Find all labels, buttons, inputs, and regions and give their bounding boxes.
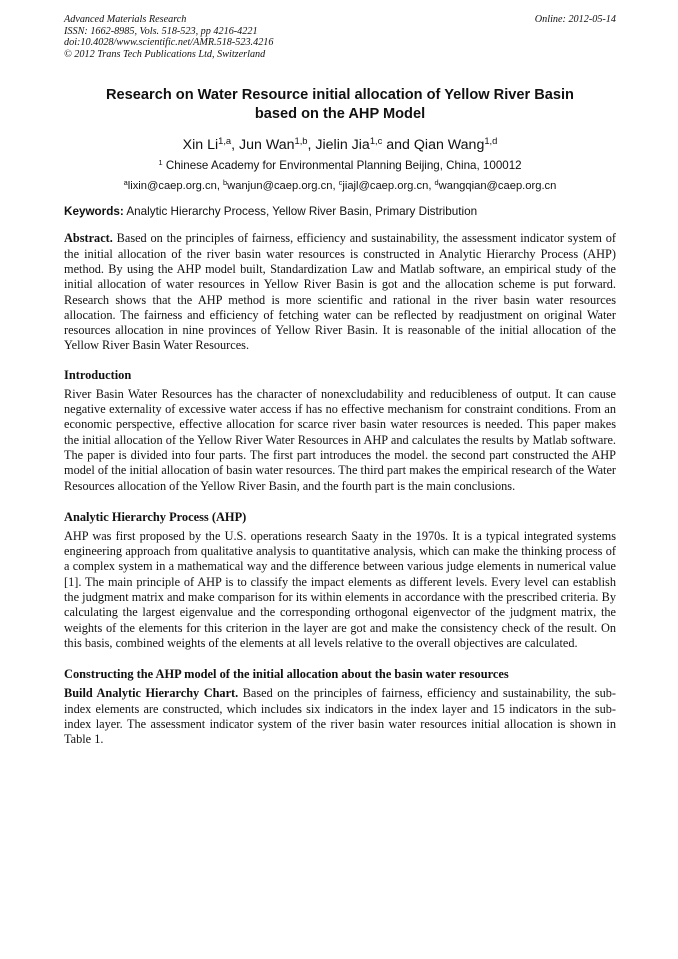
keywords-label: Keywords:	[64, 205, 124, 219]
build-text: Based on the principles of fairness, efficiency and sustainability, the sub-index elements are constructed, which includes six indicators in the index layer and 15 indicators in the sub-index layer. The assessment indicator system of the river basin water resources initial allocation is shown in Table 1.	[64, 686, 616, 747]
author-name: Jun Wan	[239, 137, 295, 154]
abstract-label: Abstract.	[64, 231, 113, 246]
email-link[interactable]: wanjun@caep.org.cn	[227, 180, 333, 193]
email-superscript: a	[123, 178, 128, 188]
email-link[interactable]: jiajl@caep.org.cn	[342, 180, 429, 193]
email-superscript: b	[223, 178, 228, 188]
email-link[interactable]: lixin@caep.org.cn	[127, 180, 217, 193]
keywords	[64, 204, 616, 219]
title-line-1: Research on Water Resource initial allocation of Yellow River Basin	[106, 87, 574, 104]
paper-title	[64, 86, 616, 124]
email-superscript: d	[434, 178, 439, 188]
email-separator: ,	[332, 180, 339, 193]
author-separator: and	[382, 137, 414, 154]
author-name: Xin Li	[182, 137, 219, 154]
author-list	[64, 136, 616, 154]
section-heading-construct: Constructing the AHP model of the initial allocation about the basin water resources	[64, 667, 509, 682]
ahp-paragraph	[64, 529, 616, 651]
author-superscript: 1,c	[369, 136, 383, 147]
email-separator: ,	[428, 180, 435, 193]
title-line-2: based on the AHP Model	[254, 106, 426, 123]
affiliation-superscript: 1	[158, 158, 163, 168]
issn-line: ISSN: 1662-8985, Vols. 518-523, pp 4216-4221	[64, 25, 258, 37]
copyright-line: © 2012 Trans Tech Publications Ltd, Switzerland	[64, 48, 266, 60]
author-separator: ,	[307, 137, 316, 154]
email-superscript: c	[338, 178, 343, 188]
email-list	[64, 179, 616, 194]
abstract-text: Based on the principles of fairness, efficiency and sustainability, the assessment indicator system of the initial allocation of the river basin water resources is constructed in Analytic Hierarchy Process (AHP) method. By using the AHP model built, Standardization Law and Matlab software, an empirical study of the initial allocation of water resources in Yellow River Basin is got and the allocation scheme is put forward. Research shows that the AHP method is more scientific and rational in the river basin water resources allocation. The fairness and efficiency of fetching water can be reflected by readjustment on original Water resources allocation in nine provinces of Yellow River Basin. It is reasonable of the initial allocation of the Yellow River Basin Water Resources.	[64, 231, 616, 353]
email-link[interactable]: wangqian@caep.org.cn	[438, 180, 557, 193]
introduction-text: River Basin Water Resources has the character of nonexcludability and reducibleness of output. It can cause negative externality of excessive water access if has no effective mechanism for constraint conditions. From an economic perspective, effective allocation for scarce river basin water resources is needed. This paper makes the initial allocation of the Yellow River Water Resources in AHP and calculates the results by Matlab software. The paper is divided into four parts. The first part introduces the model. the second part constructed the AHP model of the initial allocation of basin water resources. The third part makes the empirical research of the Water Resources allocation of the Yellow River Basin, and the fourth part is the main conclusions.	[64, 386, 616, 493]
author-name: Qian Wang	[413, 137, 485, 154]
paper-page	[64, 14, 616, 747]
author-superscript: 1,d	[484, 136, 498, 147]
abstract	[64, 231, 616, 353]
section-heading-ahp: Analytic Hierarchy Process (AHP)	[64, 509, 247, 524]
journal-header	[64, 14, 616, 60]
affiliation	[64, 158, 616, 173]
email-separator: ,	[216, 180, 224, 193]
build-paragraph	[64, 686, 616, 747]
affiliation-text: Chinese Academy for Environmental Planning Beijing, China, 100012	[162, 159, 522, 173]
ahp-text: AHP was first proposed by the U.S. operations research Saaty in the 1970s. It is a typical integrated systems engineering approach from qualitative analysis to quantitative analysis, which can make the thinking process of a complex system in a mathematical way and the difference between various judge elements in numerical value [1]. The main principle of AHP is to classify the impact elements as different levels. Every level can establish the judgment matrix and make comparison for its within elements in accordance with the prescribed criteria. By calculating the largest eigenvalue and the corresponding orthogonal eigenvector of the judgment matrix, the weights of the elements for this criterion in the layer are got and make the consistency check of the result. On this basis, combined weights of the elements at all levels relative to the overall objectives are calculated.	[64, 528, 616, 650]
author-separator: ,	[231, 137, 240, 154]
section-heading-introduction: Introduction	[64, 367, 132, 382]
online-date: Online: 2012-05-14	[534, 14, 616, 25]
journal-name: Advanced Materials Research	[64, 14, 187, 25]
doi-line[interactable]: doi:10.4028/www.scientific.net/AMR.518-523.4216	[64, 37, 274, 49]
keywords-text: Analytic Hierarchy Process, Yellow River Basin, Primary Distribution	[123, 205, 478, 219]
build-label: Build Analytic Hierarchy Chart.	[64, 686, 239, 701]
author-name: Jielin Jia	[315, 137, 370, 154]
author-superscript: 1,b	[294, 136, 308, 147]
introduction-paragraph	[64, 387, 616, 494]
author-superscript: 1,a	[218, 136, 232, 147]
